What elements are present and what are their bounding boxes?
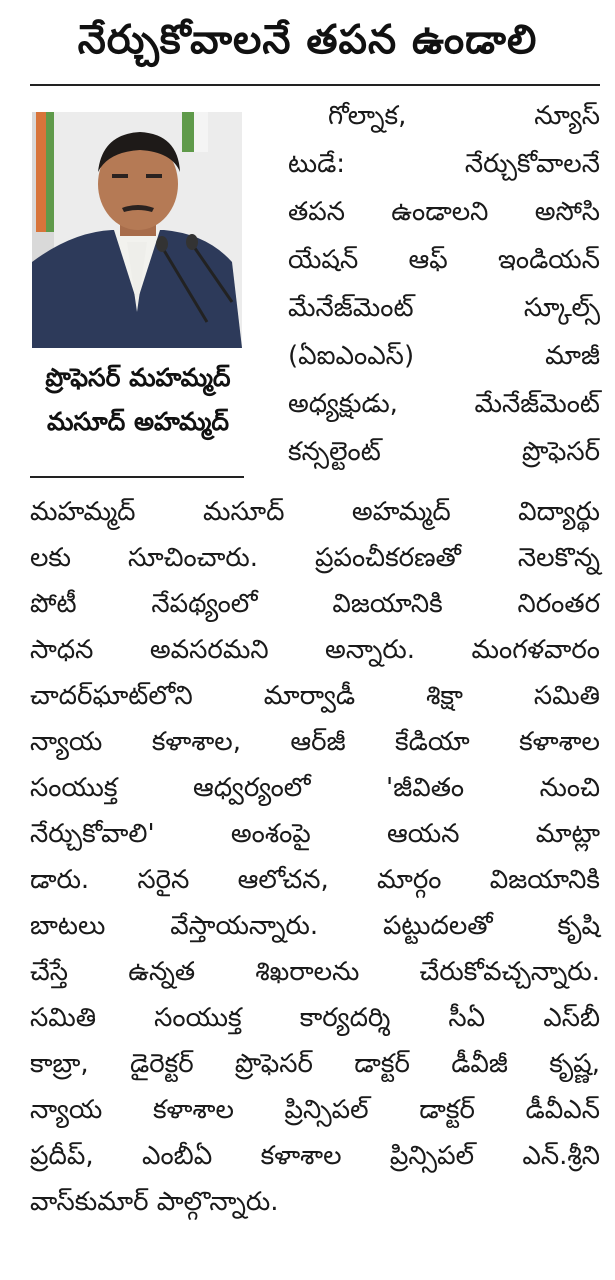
body-line: చేస్తే ఉన్నత శిఖరాలను చేరుకోవచ్చన్నారు.	[30, 957, 600, 987]
caption-line: మసూద్ అహమ్మద్	[46, 407, 230, 436]
headline-divider	[30, 84, 600, 86]
body-line: పోటీ నేపథ్యంలో విజయానికి నిరంతర	[30, 589, 600, 619]
body-line: న్యాయ కళాశాల ప్రిన్సిపల్ డాక్టర్ డీవీఎన్	[30, 1095, 600, 1125]
person-photo-icon	[32, 112, 242, 348]
body-line: ప్రదీప్, ఎంబీఏ కళాశాల ప్రిన్సిపల్ ఎన్.శ్రీని	[30, 1141, 600, 1171]
headline: నేర్చుకోవాలనే తపన ఉండాలి	[77, 17, 538, 63]
body-line: మహమ్మద్ మసూద్ అహమ్మద్ విద్యార్థు	[30, 497, 600, 527]
body-line: గోల్నాక, న్యూస్	[328, 101, 600, 131]
caption-line: ప్రొఫెసర్ మహమ్మద్	[45, 363, 231, 392]
caption-divider	[30, 476, 244, 478]
body-line: టుడే: నేర్చుకోవాలనే	[288, 149, 600, 179]
body-line: నేర్చుకోవాలి' అంశంపై ఆయన మాట్లా	[30, 819, 600, 849]
person-photo	[32, 112, 242, 348]
body-line: చాదర్‌ఘాట్‌లోని మార్వాడీ శిక్షా సమితి	[30, 681, 600, 711]
body-line: సంయుక్త ఆధ్వర్యంలో 'జీవితం నుంచి	[30, 773, 600, 803]
body-line: మేనేజ్‌మెంట్ స్కూల్స్	[288, 293, 600, 323]
photo-caption	[28, 356, 248, 444]
body-line: సమితి సంయుక్త కార్యదర్శి సీఏ ఎస్‌బీ	[30, 1003, 600, 1033]
body-line: లకు సూచించారు. ప్రపంచీకరణతో నెలకొన్న	[30, 543, 600, 573]
body-line: కన్సల్టెంట్ ప్రొఫెసర్	[288, 437, 600, 467]
body-line: యేషన్ ఆఫ్ ఇండియన్	[288, 245, 600, 275]
body-line: కాబ్రా, డైరెక్టర్ ప్రొఫెసర్ డాక్టర్ డీవీజీ కృష్ణ,	[30, 1049, 600, 1079]
body-line: (ఏఐఎంఎస్) మాజీ	[288, 341, 600, 371]
body-line: తపన ఉండాలని అసోసి	[288, 197, 600, 227]
body-line: సాధన అవసరమని అన్నారు. మంగళవారం	[30, 635, 600, 665]
body-line: వాస్‌కుమార్ పాల్గొన్నారు.	[30, 1187, 279, 1217]
body-line: అధ్యక్షుడు, మేనేజ్‌మెంట్	[288, 389, 600, 419]
body-line: డారు. సరైన ఆలోచన, మార్గం విజయానికి	[30, 865, 600, 895]
body-line: బాటలు వేస్తాయన్నారు. పట్టుదలతో కృషి	[30, 911, 600, 941]
body-line: న్యాయ కళాశాల, ఆర్‌జీ కేడియా కళాశాల	[30, 727, 600, 757]
